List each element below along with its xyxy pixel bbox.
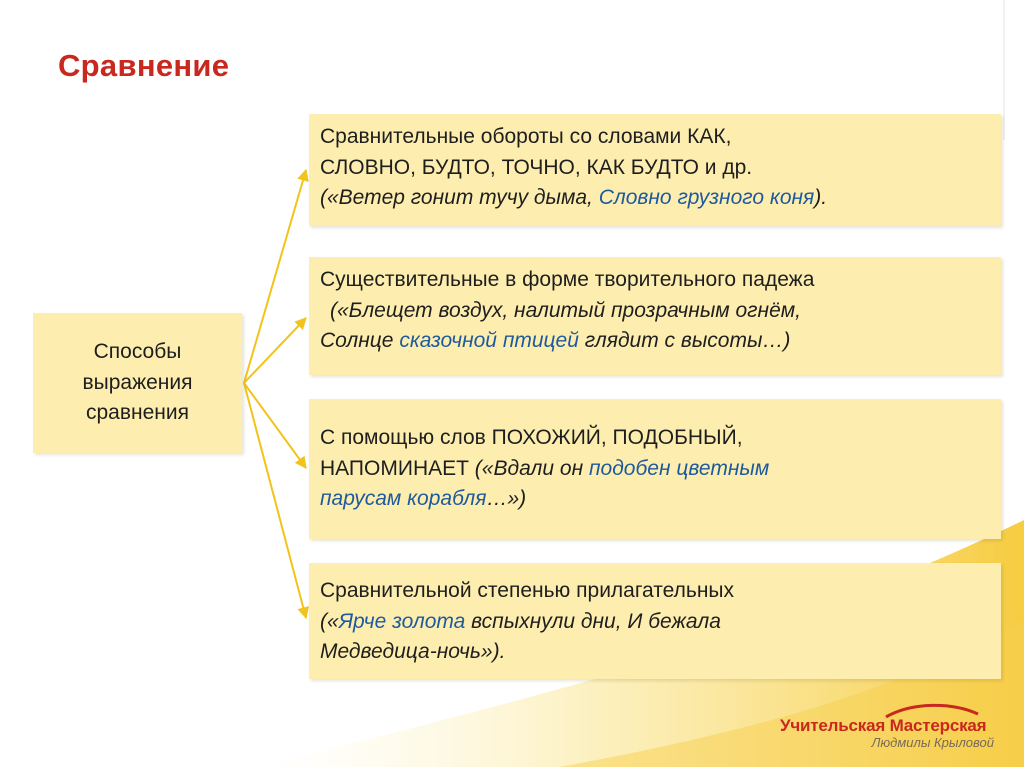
item-4-example-text: вспыхнули дни, И бежала xyxy=(465,609,721,633)
item-2-line-2: («Блещет воздух, налитый прозрачным огнём, xyxy=(330,298,802,322)
item-2-example-highlight: сказочной птицей xyxy=(399,329,579,352)
comparison-item-4 xyxy=(309,563,1001,679)
item-1-line-2: СЛОВНО, БУДТО, ТОЧНО, КАК БУДТО и др. xyxy=(320,155,753,179)
item-1-example-end: ). xyxy=(814,186,828,209)
item-4-example-start: (« xyxy=(320,609,339,633)
logo-sub-text: Людмилы Крыловой xyxy=(871,735,994,750)
source-box xyxy=(33,313,242,453)
item-1-example-text: («Ветер гонит тучу дыма, xyxy=(320,186,599,209)
item-3-line-1: С помощью слов ПОХОЖИЙ, ПОДОБНЫЙ, xyxy=(320,426,743,449)
item-2-line-1: Существительные в форме творительного падежа xyxy=(320,268,815,291)
item-3-line-3 xyxy=(320,484,991,515)
logo-main-text: Учительская Мастерская xyxy=(780,716,987,735)
item-2-example xyxy=(320,326,991,357)
item-1-line-1: Сравнительные обороты со словами КАК, xyxy=(320,125,732,148)
item-3-line-2 xyxy=(320,454,991,485)
comparison-item-2 xyxy=(309,257,1001,375)
item-1-example xyxy=(320,183,991,214)
item-4-line-3: Медведица-ночь»). xyxy=(320,640,506,663)
item-4-line-1: Сравнительной степенью прилагательных xyxy=(320,579,735,602)
item-3-example-start: («Вдали он xyxy=(474,456,589,480)
item-4-example-highlight: Ярче золота xyxy=(338,609,466,633)
slide-title: Сравнение xyxy=(58,48,230,83)
item-3-line-2-text: НАПОМИНАЕТ xyxy=(320,456,475,480)
item-3-example-highlight: подобен цветным xyxy=(588,456,770,480)
connector-arrows xyxy=(244,170,306,618)
item-3-example-end: …») xyxy=(486,487,527,510)
comparison-item-3 xyxy=(309,399,1001,539)
item-2-example-end: глядит с высоты…) xyxy=(578,329,791,352)
item-1-example-highlight: Словно грузного коня xyxy=(598,186,815,209)
arrow-to-item-3 xyxy=(244,383,306,468)
arrow-to-item-4 xyxy=(244,383,306,618)
item-4-example xyxy=(320,607,991,638)
item-2-example-text: Солнце xyxy=(320,329,400,352)
source-box-label: Способы выражения сравнения xyxy=(82,340,193,425)
comparison-item-1 xyxy=(309,114,1001,226)
item-3-example-highlight-cont: парусам корабля xyxy=(320,487,487,510)
logo xyxy=(778,702,1004,752)
